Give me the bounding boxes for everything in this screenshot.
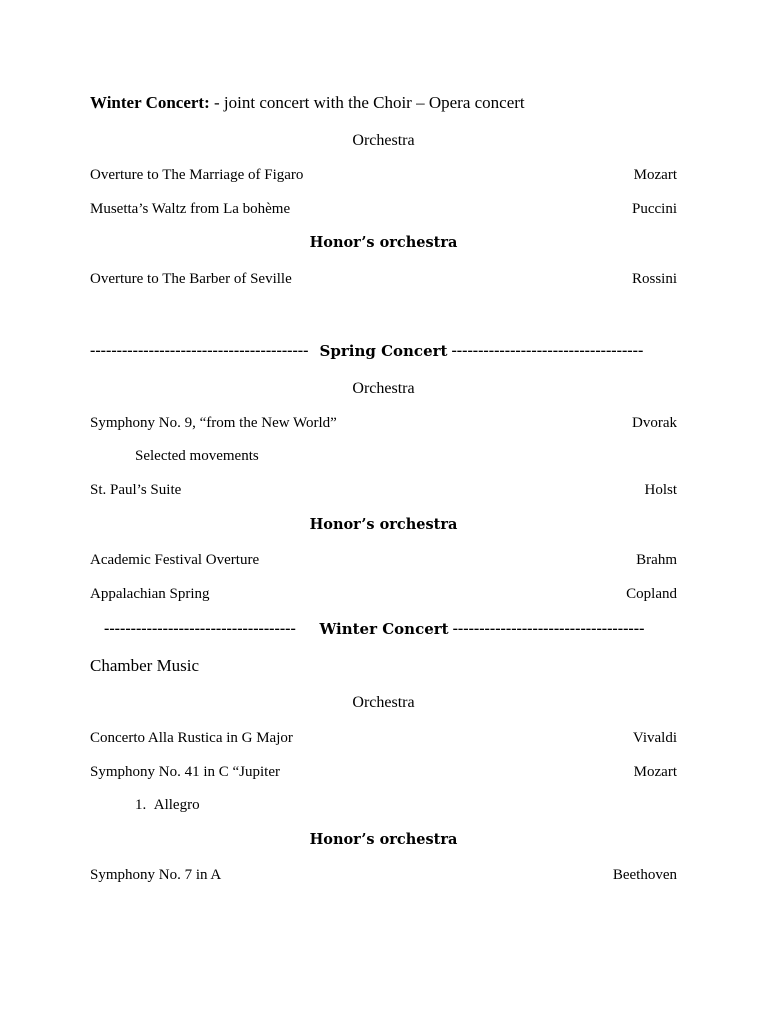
divider-dashes-right: ------------------------------------ <box>451 342 644 359</box>
movement-item: 1. Allegro <box>135 797 200 813</box>
program-row <box>90 414 677 432</box>
page-title <box>90 93 677 113</box>
program-row <box>90 866 677 884</box>
piece-title: Musetta’s Waltz from La bohème <box>90 201 291 217</box>
divider-label: Winter Concert <box>319 620 449 638</box>
orchestra-heading: Orchestra <box>352 132 415 149</box>
divider-dashes-left: ----------------------------------------- <box>90 342 309 359</box>
title-rest: - joint concert with the Choir – Opera concert <box>209 93 525 112</box>
title-bold: Winter Concert: <box>90 93 210 112</box>
piece-title: Overture to The Marriage of Figaro <box>90 167 304 183</box>
composer: Beethoven <box>612 867 677 883</box>
orchestra-heading: Orchestra <box>352 694 415 711</box>
chamber-music-heading: Chamber Music <box>90 656 200 675</box>
divider-dashes-left: ------------------------------------ <box>104 620 296 637</box>
orchestra-heading: Orchestra <box>352 380 415 397</box>
piece-title: Concerto Alla Rustica in G Major <box>90 730 293 746</box>
piece-title: Academic Festival Overture <box>90 552 260 568</box>
honors-orchestra-heading: Honor’s orchestra <box>309 831 458 848</box>
honors-orchestra-heading: Honor’s orchestra <box>309 234 458 251</box>
movement-note: Selected movements <box>135 448 259 464</box>
program-row <box>90 585 677 603</box>
program-row <box>90 551 677 569</box>
piece-title: Symphony No. 9, “from the New World” <box>90 415 337 431</box>
composer: Vivaldi <box>632 730 677 746</box>
composer: Brahm <box>636 552 677 568</box>
spring-concert-divider <box>90 341 677 361</box>
honors-orchestra-heading: Honor’s orchestra <box>309 516 458 533</box>
program-row <box>90 481 677 499</box>
program-row <box>90 729 677 747</box>
piece-title: Symphony No. 7 in A <box>90 867 222 883</box>
composer: Rossini <box>631 271 677 287</box>
piece-title: Appalachian Spring <box>90 586 210 602</box>
divider-label: Spring Concert <box>319 342 448 360</box>
composer: Holst <box>644 482 677 498</box>
piece-title: St. Paul’s Suite <box>90 482 182 498</box>
program-row <box>90 270 677 288</box>
winter-concert-divider <box>104 619 664 639</box>
program-row <box>90 166 677 184</box>
composer: Dvorak <box>632 415 677 431</box>
program-row <box>90 200 677 218</box>
composer: Mozart <box>633 167 677 183</box>
program-row <box>90 763 677 781</box>
composer: Mozart <box>633 764 677 780</box>
piece-title: Overture to The Barber of Seville <box>90 271 292 287</box>
divider-dashes-right: ------------------------------------ <box>452 620 645 637</box>
composer: Copland <box>626 586 677 602</box>
composer: Puccini <box>632 201 677 217</box>
piece-title: Symphony No. 41 in C “Jupiter <box>90 764 280 780</box>
